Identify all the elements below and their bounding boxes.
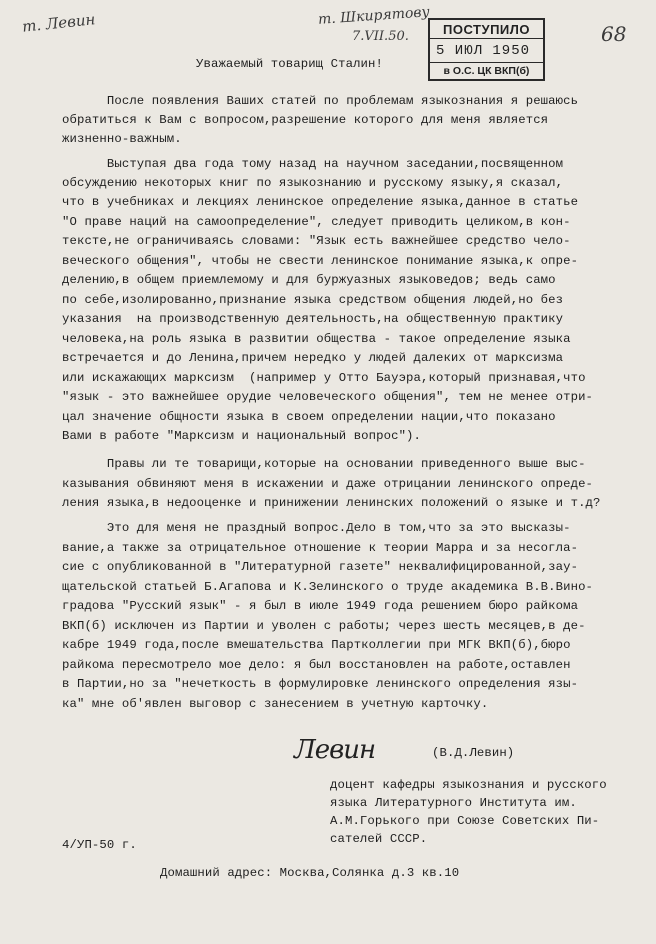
text-line: ка" мне об'явлен выговор с занесением в учетную карточку. xyxy=(62,697,489,711)
text-line: сие с опубликованной в "Литературной газете" неквалифицированной,зау- xyxy=(62,560,579,574)
position-line: доцент кафедры языкознания и русского xyxy=(330,778,607,792)
text-line: ВКП(б) исключен из Партии и уволен с работы; через шесть месяцев,в де- xyxy=(62,619,586,633)
text-line: "язык - это важнейшее орудие человеческого общения", тем не менее отри- xyxy=(62,390,594,404)
stamp-title: ПОСТУПИЛО xyxy=(443,22,530,37)
text-line: цал значение общности языка в своем определении нации,что показано xyxy=(62,410,556,424)
handwritten-signature: Левин xyxy=(294,735,376,765)
stamp-date: 5 ИЮЛ 1950 xyxy=(436,43,531,59)
handwritten-note-center: т. Шкирятову xyxy=(317,4,431,28)
text-line: Это для меня не праздный вопрос.Дело в том,что за это высказы- xyxy=(62,521,571,535)
text-line: веческого общения", чтобы не свести ленинское понимание языка,к опре- xyxy=(62,254,579,268)
text-line: Правы ли те товарищи,которые на основании приведенного выше выс- xyxy=(62,457,586,471)
page-number: 68 xyxy=(601,22,627,46)
text-line: тексте,не ограничиваясь словами: "Язык есть важнейшее средство чело- xyxy=(62,234,571,248)
text-line: или искажающих марксизм (например у Отто Бауэра,который признавая,что xyxy=(62,371,586,385)
text-line: человека,на роль языка в развитии общества - такое определение языка xyxy=(62,332,571,346)
text-line: "О праве наций на самоопределение", следует приводить целиком,в кон- xyxy=(62,215,571,229)
received-stamp xyxy=(428,18,545,81)
home-address: Домашний адрес: Москва,Солянка д.3 кв.10 xyxy=(160,866,460,880)
text-line: вание,а также за отрицательное отношение к теории Марра и за несогла- xyxy=(62,541,579,555)
handwritten-note-left: т. Левин xyxy=(21,10,97,36)
text-line: кабре 1949 года,после вмешательства Партколлегии при МГК ВКП(б),бюро xyxy=(62,638,571,652)
text-line: казывания обвиняют меня в искажении и даже отрицании ленинского опреде- xyxy=(62,477,594,491)
registration-number: 4/УП-50 г. xyxy=(62,838,137,852)
text-line: После появления Ваших статей по проблемам языкознания я решаюсь xyxy=(62,94,579,108)
text-line: щательской статьей Б.Агапова и К.Зелинского о труде академика В.В.Вино- xyxy=(62,580,594,594)
text-line: обсуждению некоторых книг по языкознанию и русскому языку,я сказал, xyxy=(62,176,564,190)
text-line: Выступая два года тому назад на научном заседании,посвященном xyxy=(62,157,564,171)
handwritten-date: 7.VII.50. xyxy=(352,29,409,44)
salutation: Уважаемый товарищ Сталин! xyxy=(196,57,383,71)
text-line: градова "Русский язык" - я был в июле 1949 года решением бюро райкома xyxy=(62,599,579,613)
text-line: Вами в работе "Марксизм и национальный вопрос"). xyxy=(62,429,422,443)
text-line: по себе,изолированно,признание языка средством общения людей,но без xyxy=(62,293,564,307)
text-line: ления языка,в недооценке и принижении ленинских положений о языке и т.д? xyxy=(62,496,601,510)
text-line: что в учебниках и лекциях ленинское определение языка,данное в статье xyxy=(62,195,579,209)
text-line: в Партии,но за "нечеткость в формулировке ленинского определения язы- xyxy=(62,677,579,691)
text-line: жизненно-важным. xyxy=(62,132,182,146)
position-line: языка Литературного Института им. xyxy=(330,796,577,810)
position-line: А.М.Горького при Союзе Советских Пи- xyxy=(330,814,600,828)
text-line: делению,в общем приемлемому и для буржуазных языковедов; ведь само xyxy=(62,273,556,287)
text-line: райкома пересмотрело мое дело: я был восстановлен на работе,оставлен xyxy=(62,658,571,672)
text-line: обратиться к Вам с вопросом,разрешение которого для меня является xyxy=(62,113,549,127)
stamp-org: в О.С. ЦК ВКП(б) xyxy=(443,65,530,77)
signatory-name: (В.Д.Левин) xyxy=(432,746,515,760)
text-line: встречается и до Ленина,причем нередко у людей далеких от марксизма xyxy=(62,351,564,365)
position-line: сателей СССР. xyxy=(330,832,428,846)
text-line: указания на производственную деятельность,на общественную практику xyxy=(62,312,564,326)
